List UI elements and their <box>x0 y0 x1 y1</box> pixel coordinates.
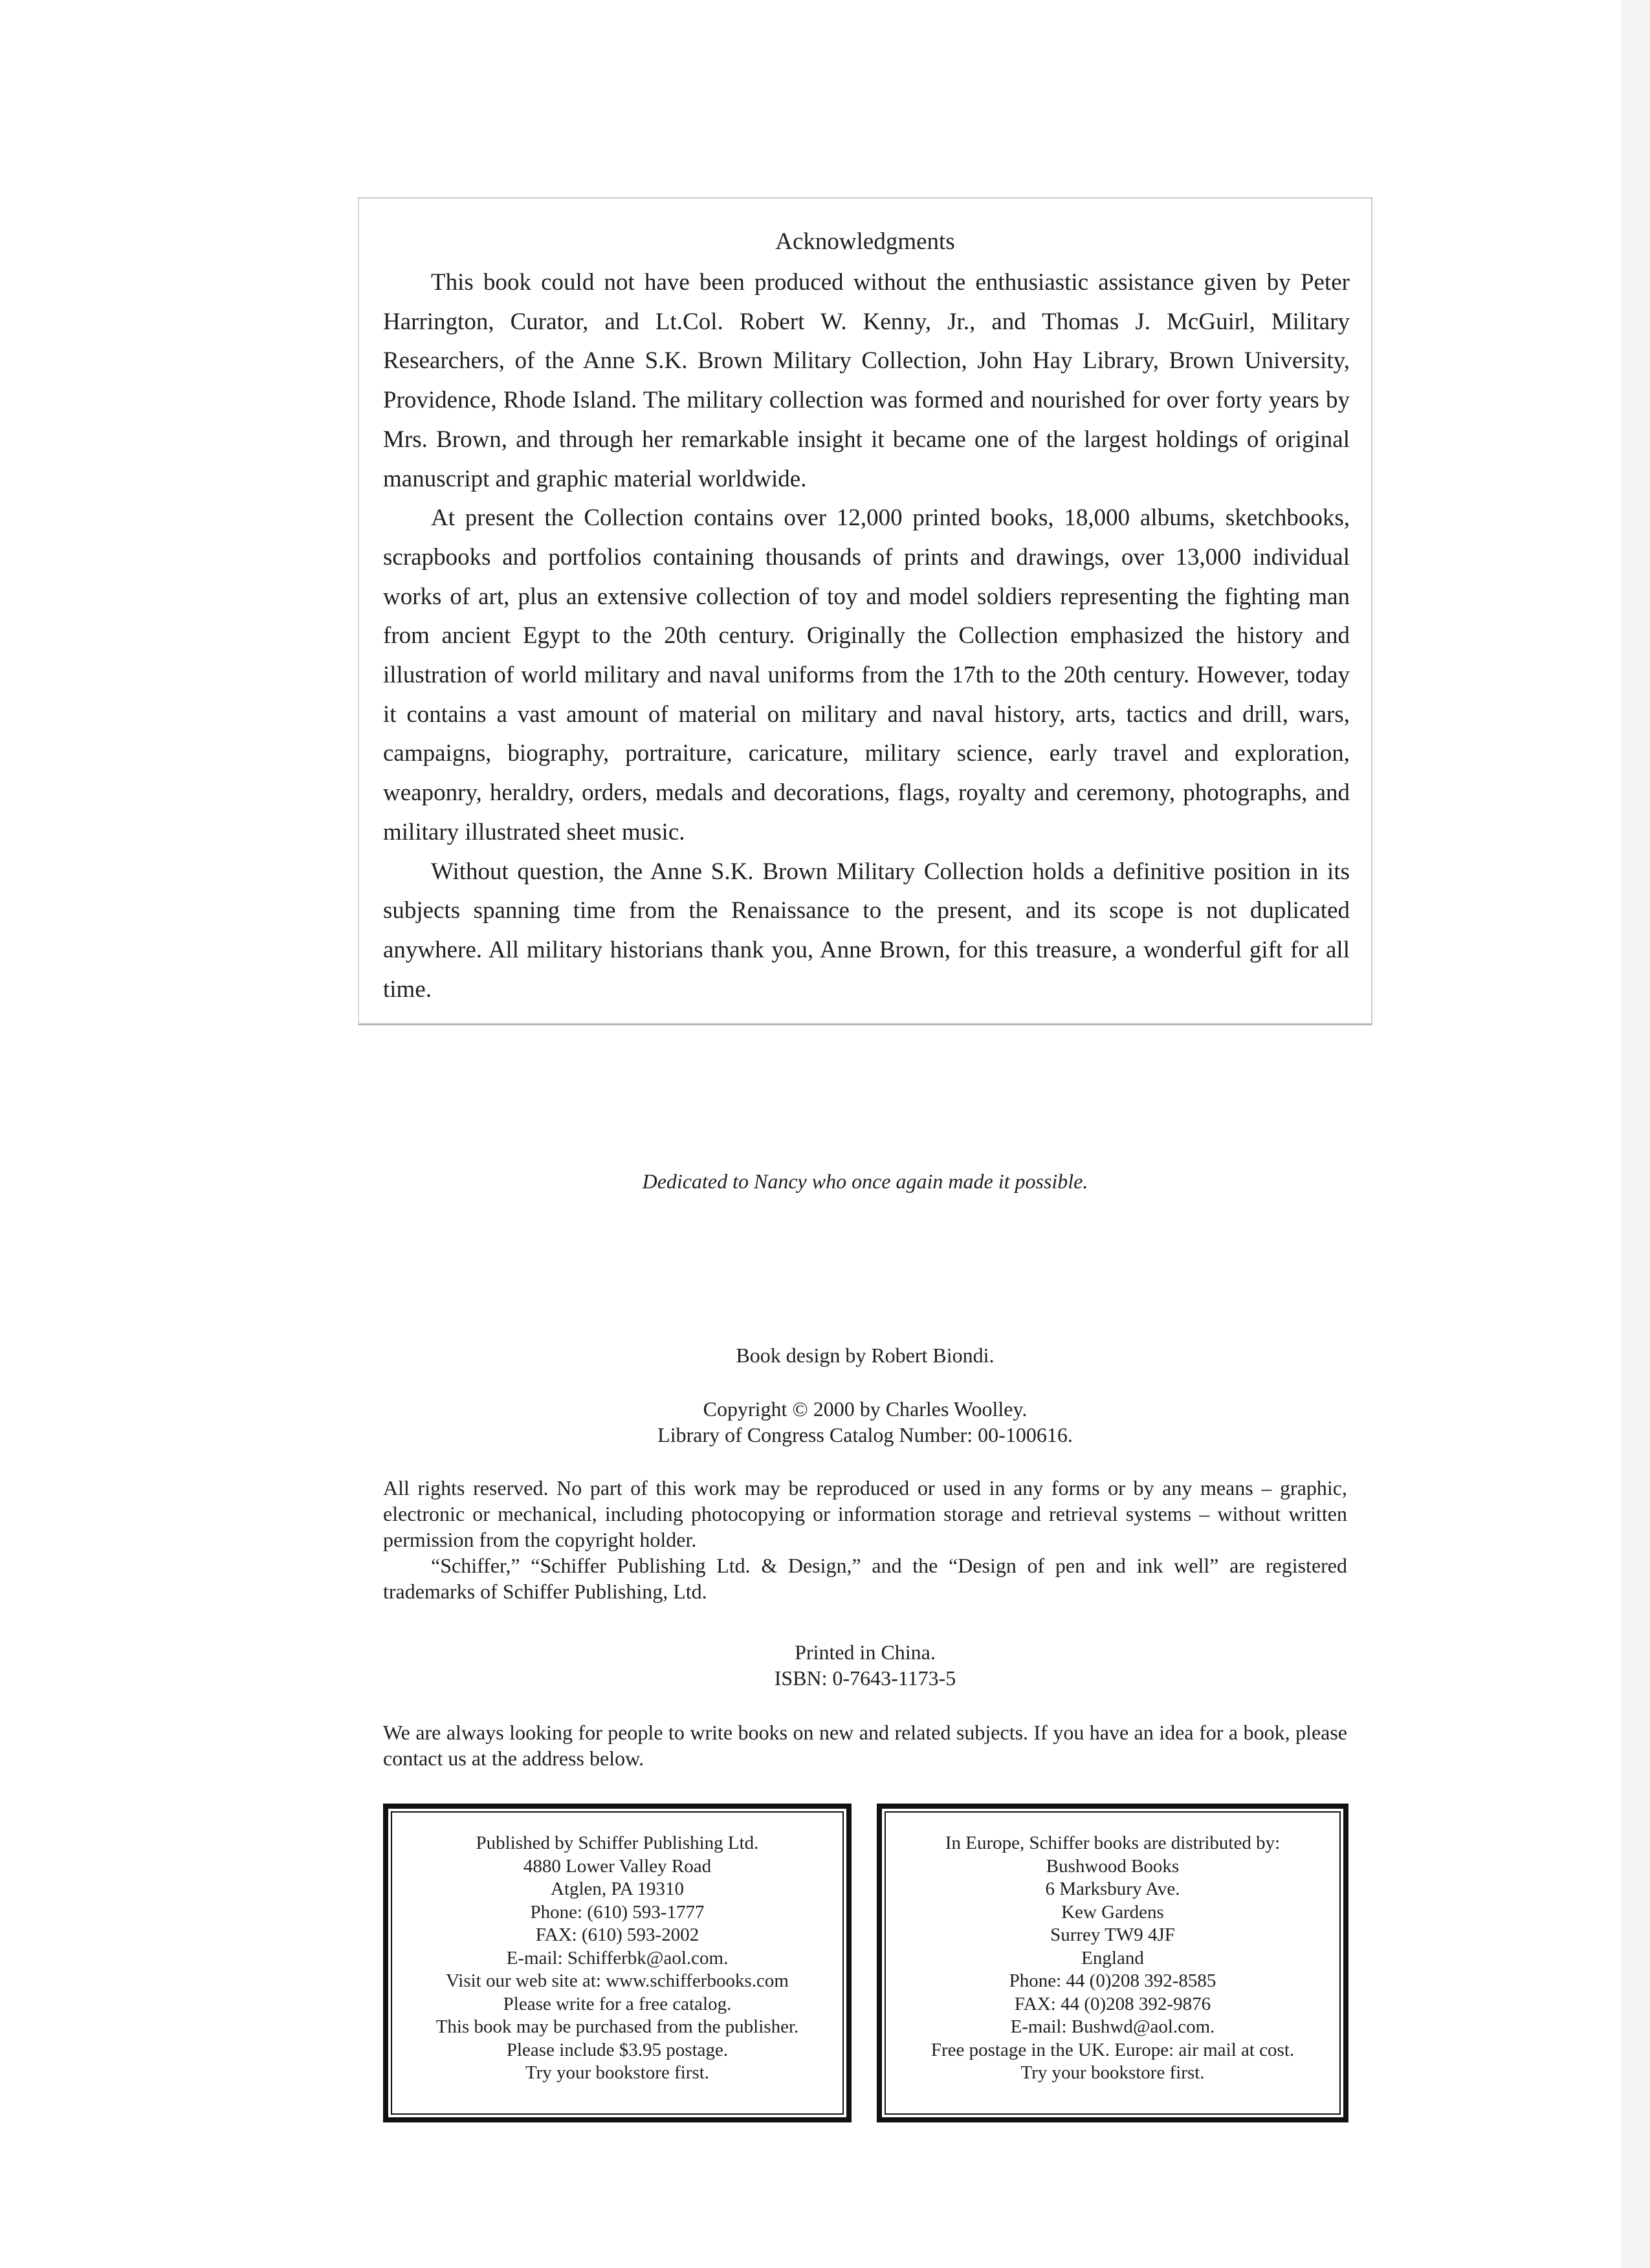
publisher-line: FAX: (610) 593-2002 <box>535 1925 699 1945</box>
distributor-line: Phone: 44 (0)208 392-8585 <box>1009 1970 1216 1991</box>
distributor-line: In Europe, Schiffer books are distributed by: <box>945 1833 1281 1853</box>
distributor-line: FAX: 44 (0)208 392-9876 <box>1014 1993 1211 2014</box>
printed-in: Printed in China. <box>795 1641 936 1664</box>
page-edge-shadow <box>1621 0 1650 2268</box>
book-design-credit: Book design by Robert Biondi. <box>736 1344 995 1367</box>
acknowledgments-paragraph: This book could not have been produced without the enthusiastic assistance given by Peter Harrington, Curator, and Lt.Col. Robert W. Kenny, Jr., and Thomas J. McGuirl, Military Researchers, of the Anne S.K. Brown Military Collection, John Hay Library, Brown University, Providence, Rhode Island. The military collection was formed and nourished for over forty years by Mrs. Brown, and through her remarkable insight it became one of the largest holdings of original manuscript and graphic material worldwide. <box>383 269 1350 492</box>
distributor-line: Kew Gardens <box>1061 1901 1164 1923</box>
europe-distributor-box <box>877 1804 1348 2122</box>
acknowledgments-paragraph: At present the Collection contains over 12,000 printed books, 18,000 albums, sketchbooks, scrapbooks and portfolios containing thousands of prints and drawings, over 13,000 individual works of art, plus an extensive collection of toy and model soldiers representing the fighting man from ancient Egypt to the 20th century. Originally the Collection emphasized the history and illustration of world military and naval uniforms from the 17th to the 20th century. However, today it contains a vast amount of material on military and naval history, arts, tactics and drill, wars, campaigns, biography, portraiture, caricature, military science, early travel and exploration, weaponry, heraldry, orders, medals and decorations, flags, royalty and ceremony, photographs, and military illustrated sheet music. <box>383 505 1350 845</box>
publisher-line: Visit our web site at: www.schifferbooks.com <box>446 1970 789 1991</box>
distributor-line: Free postage in the UK. Europe: air mail at cost. <box>930 2039 1295 2060</box>
copyright-line: Copyright © 2000 by Charles Woolley. <box>703 1397 1028 1421</box>
publisher-line: This book may be purchased from the publisher. <box>435 2016 799 2037</box>
distributor-line: Try your bookstore first. <box>1020 2062 1205 2083</box>
europe-box-inner <box>885 1811 1341 2115</box>
distributor-line: Bushwood Books <box>1046 1855 1180 1877</box>
acknowledgments-paragraph: Without question, the Anne S.K. Brown Military Collection holds a definitive position in its subjects spanning time from the Renaissance to the present, and its scope is not duplicated anywhere. All military historians thank you, Anne Brown, for this treasure, a wonderful gift for all time. <box>383 858 1350 1003</box>
catalog-number: Library of Congress Catalog Number: 00-100616. <box>657 1423 1073 1446</box>
distributor-line: E-mail: Bushwd@aol.com. <box>1010 2016 1215 2037</box>
publisher-box-inner <box>391 1811 844 2115</box>
rights-notice <box>383 1475 1347 1604</box>
publisher-line: Please include $3.95 postage. <box>506 2039 729 2060</box>
call-for-authors: We are always looking for people to write books on new and related subjects. If you have an idea for a book, please contact us at the address below. <box>383 1721 1347 1770</box>
distributor-line: England <box>1081 1947 1144 1968</box>
dedication: Dedicated to Nancy who once again made it possible. <box>642 1170 1088 1193</box>
publisher-line: Atglen, PA 19310 <box>551 1879 684 1899</box>
publisher-line: Please write for a free catalog. <box>503 1993 732 2014</box>
publisher-line: Try your bookstore first. <box>525 2062 710 2083</box>
acknowledgments-title: Acknowledgments <box>775 228 955 255</box>
trademark-paragraph: “Schiffer,” “Schiffer Publishing Ltd. & Design,” and the “Design of pen and ink well” are registered trademarks of Schiffer Publishing, Ltd. <box>383 1554 1347 1603</box>
publisher-line: 4880 Lower Valley Road <box>523 1855 712 1877</box>
publisher-line: Published by Schiffer Publishing Ltd. <box>476 1833 759 1853</box>
publisher-box <box>383 1804 852 2122</box>
distributor-line: Surrey TW9 4JF <box>1050 1925 1175 1945</box>
isbn: ISBN: 0-7643-1173-5 <box>774 1666 956 1690</box>
acknowledgments-body <box>383 263 1350 1009</box>
rights-paragraph: All rights reserved. No part of this work may be reproduced or used in any forms or by any means – graphic, electronic or mechanical, including photocopying or information storage and retrieval systems – without written permission from the copyright holder. <box>383 1476 1347 1551</box>
publisher-line: Phone: (610) 593-1777 <box>530 1901 705 1923</box>
distributor-line: 6 Marksbury Ave. <box>1045 1879 1180 1899</box>
publisher-line: E-mail: Schifferbk@aol.com. <box>506 1947 729 1968</box>
